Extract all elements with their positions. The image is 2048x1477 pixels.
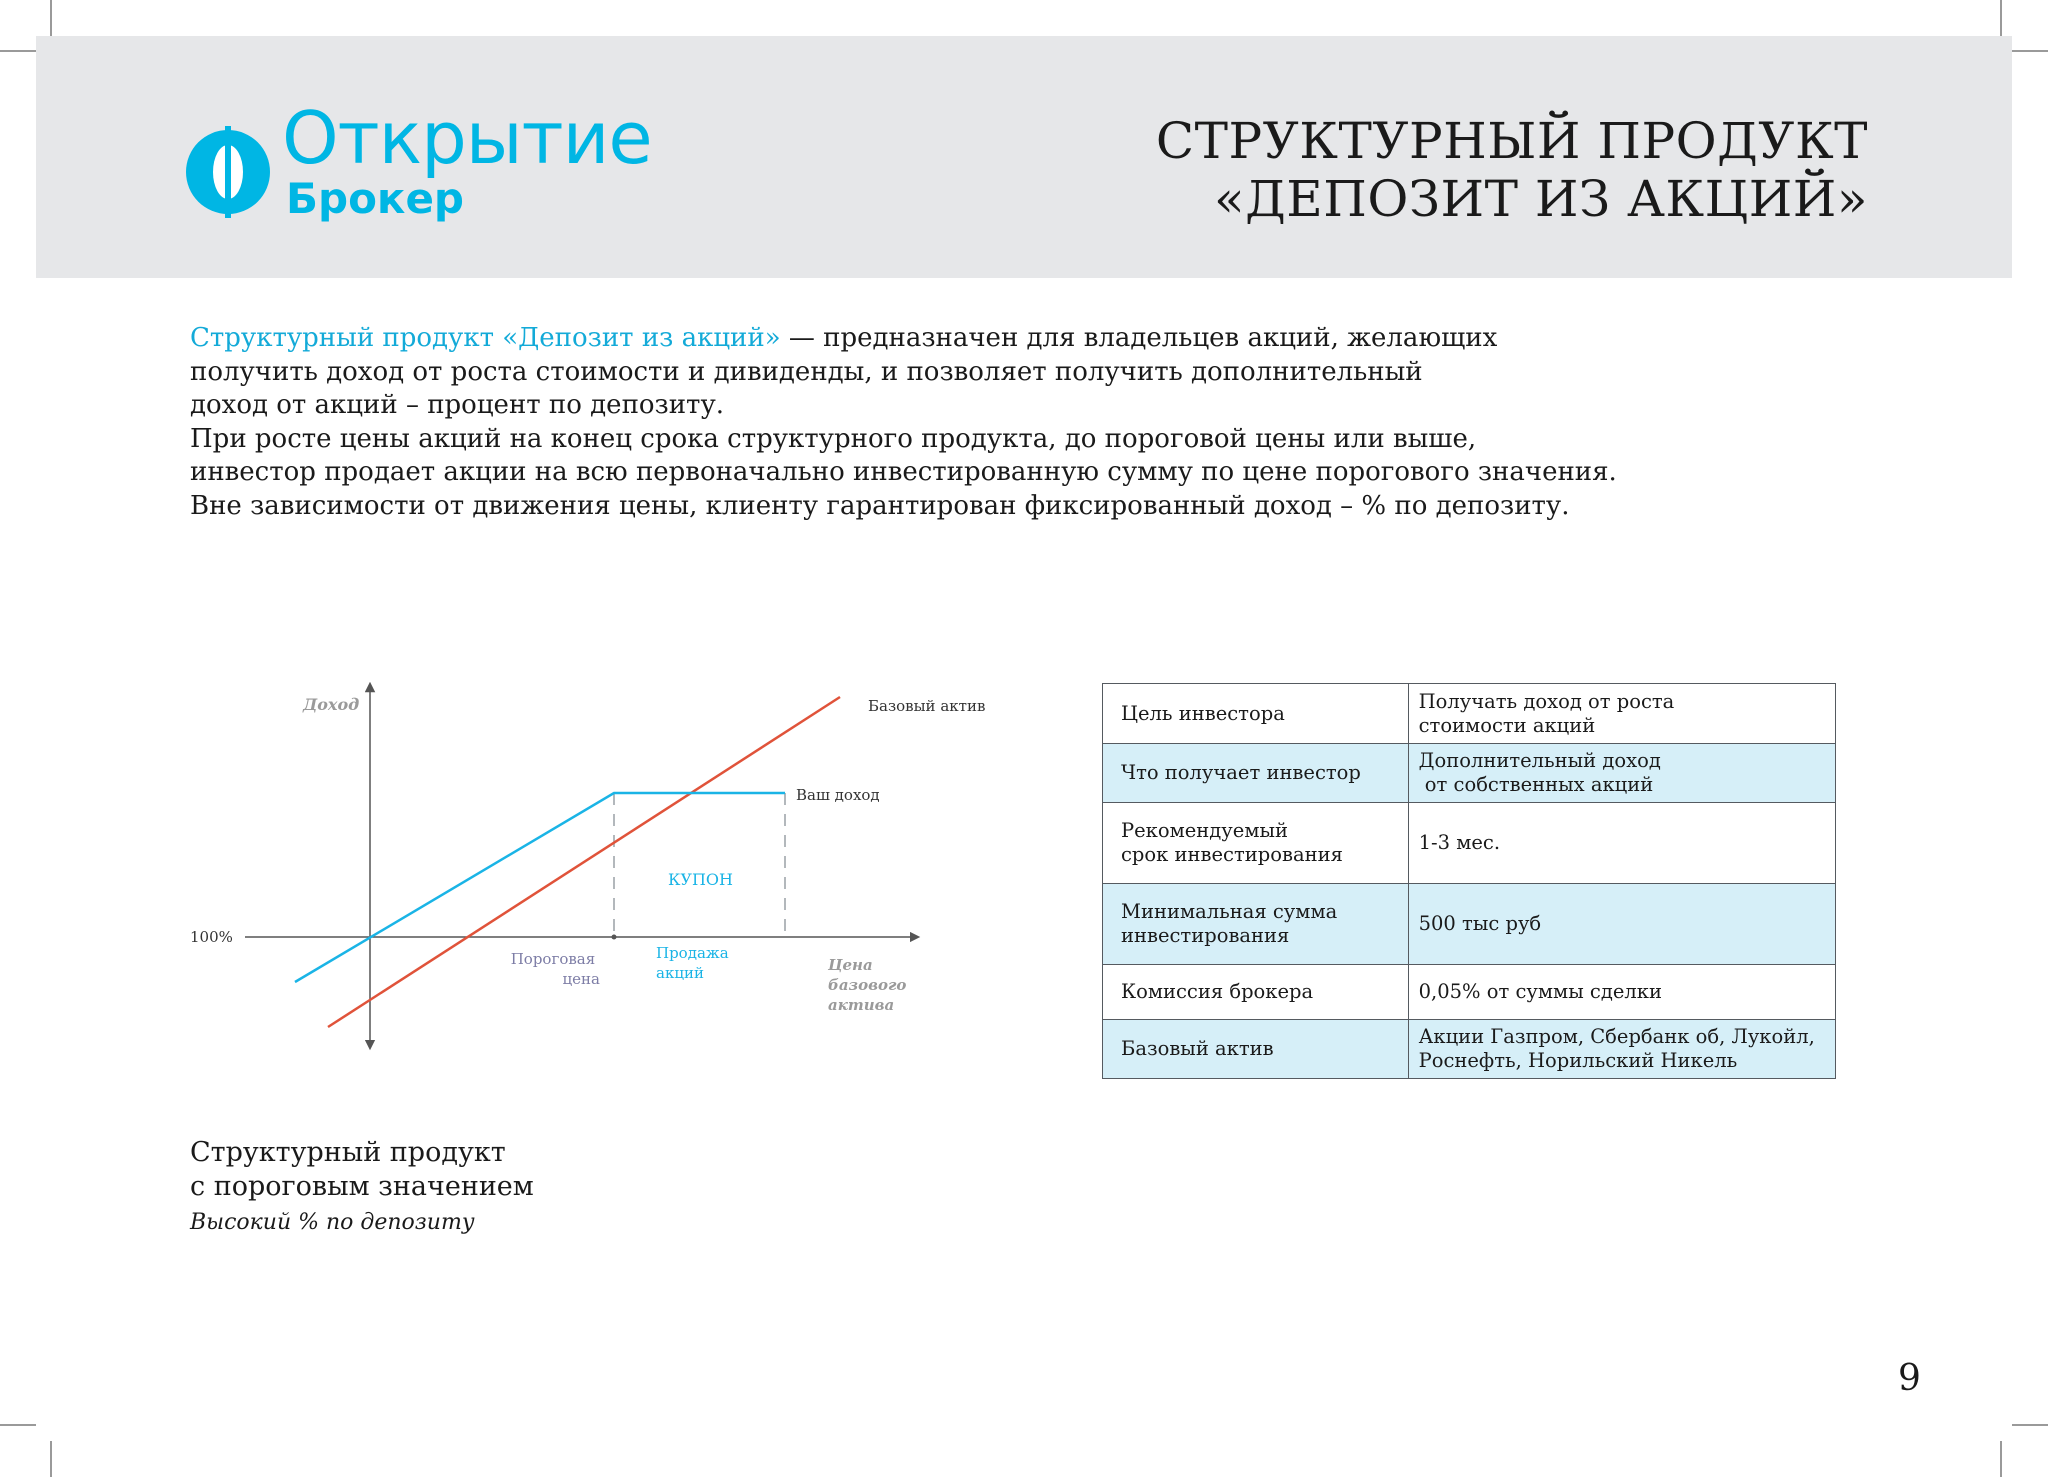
crop-mark [2012, 50, 2048, 52]
intro-line-3: доход от акций – процент по депозиту. [190, 390, 725, 420]
sale-line-2: акций [656, 964, 704, 982]
table-row [1103, 744, 1836, 803]
row-value: 0,05% от суммы сделки [1408, 965, 1835, 1020]
brand-logo [178, 96, 652, 226]
y-axis-label: Доход [303, 695, 360, 714]
threshold-line-2: цена [562, 970, 600, 988]
intro-line-1-rest: — предназначен для владельцев акций, желающих [780, 323, 1498, 353]
crop-mark [0, 1424, 36, 1426]
row-value: Акции Газпром, Сбербанк об, Лукойл, Роснефть, Норильский Никель [1408, 1020, 1835, 1079]
row-value: Дополнительный доход от собственных акций [1408, 744, 1835, 803]
row-label: Цель инвестора [1103, 684, 1409, 744]
x-label-line-1: Цена [828, 956, 873, 974]
x-label-line-2: базового [828, 976, 907, 994]
table-row [1103, 884, 1836, 965]
logo-name: Открытие [282, 96, 652, 180]
row-value: 1-3 мес. [1408, 803, 1835, 884]
threshold-price-label [511, 950, 600, 988]
table-row [1103, 803, 1836, 884]
logo-sub: Брокер [286, 174, 464, 223]
title-line-1: СТРУКТУРНЫЙ ПРОДУКТ [1155, 112, 1868, 170]
title-line-2: «ДЕПОЗИТ ИЗ АКЦИЙ» [1214, 170, 1868, 228]
caption-subtitle: Высокий % по депозиту [190, 1210, 475, 1235]
threshold-point [612, 935, 617, 940]
caption-line-2: с пороговым значением [190, 1171, 534, 1202]
row-label: Базовый актив [1103, 1020, 1409, 1079]
row-label: Рекомендуемый срок инвестирования [1103, 803, 1409, 884]
crop-mark [2012, 1424, 2048, 1426]
product-name-highlight: Структурный продукт «Депозит из акций» [190, 323, 781, 353]
page-number: 9 [1898, 1358, 1921, 1399]
table-row [1103, 965, 1836, 1020]
crop-mark [50, 1441, 52, 1477]
table-row [1103, 1020, 1836, 1079]
y-reference-label: 100% [190, 928, 233, 946]
crop-mark [2000, 1441, 2002, 1477]
x-label-line-3: актива [828, 996, 895, 1014]
product-terms-table [1102, 683, 1836, 1079]
row-label: Комиссия брокера [1103, 965, 1409, 1020]
logo-mark-icon [178, 122, 278, 222]
intro-line-5: инвестор продает акции на всю первоначально инвестированную сумму по цене порогового значения. [190, 457, 1617, 487]
crop-mark [2000, 0, 2002, 36]
crop-mark [0, 50, 36, 52]
sale-shares-label [656, 944, 733, 982]
x-axis-label [827, 956, 912, 1014]
row-label: Что получает инвестор [1103, 744, 1409, 803]
legend-base-asset: Базовый актив [868, 697, 986, 715]
payoff-chart [180, 670, 1000, 1070]
page-title [1156, 112, 1868, 228]
intro-line-6: Вне зависимости от движения цены, клиенту гарантирован фиксированный доход – % по депозиту. [190, 490, 1570, 521]
row-label: Минимальная сумма инвестирования [1103, 884, 1409, 965]
caption-line-1: Структурный продукт [190, 1137, 506, 1168]
intro-line-4: При росте цены акций на конец срока структурного продукта, до пороговой цены или выше, [190, 423, 1477, 454]
row-value: Получать доход от роста стоимости акций [1408, 684, 1835, 744]
legend-your-income: Ваш доход [796, 786, 880, 804]
table-row [1103, 684, 1836, 744]
intro-line-1 [190, 322, 1590, 356]
intro-text [190, 322, 1617, 523]
coupon-label: КУПОН [668, 870, 733, 889]
row-value: 500 тыс руб [1408, 884, 1835, 965]
sale-line-1: Продажа [656, 944, 729, 962]
crop-mark [50, 0, 52, 36]
chart-caption [190, 1136, 534, 1204]
threshold-line-1: Пороговая [510, 950, 596, 968]
intro-line-2: получить доход от роста стоимости и дивиденды, и позволяет получить дополнительный [190, 356, 1423, 387]
